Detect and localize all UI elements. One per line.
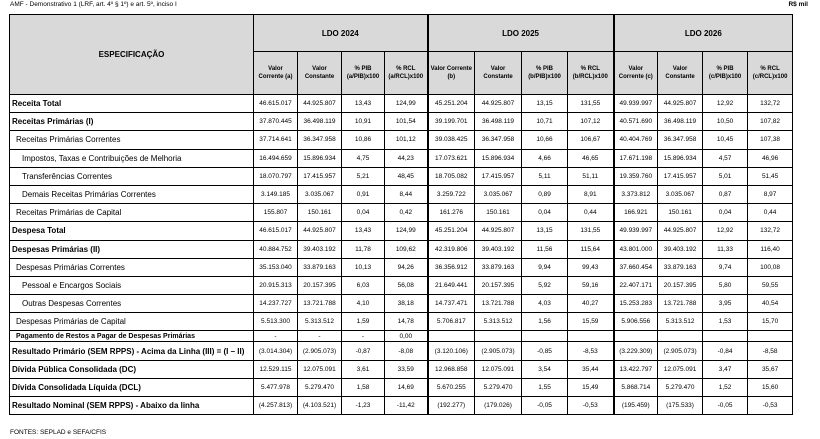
column-header: % RCL (b/RCL)x100 (568, 52, 614, 95)
table-cell (428, 331, 475, 342)
table-row (10, 204, 793, 222)
table-cell: 101,12 (385, 131, 428, 149)
table-cell: 12,92 (703, 95, 748, 113)
table-cell: 13.721.788 (475, 295, 522, 313)
table-cell: 150.161 (658, 204, 703, 222)
table-cell: 5,80 (703, 276, 748, 294)
table-cell: 17.671.198 (614, 149, 658, 167)
table-cell: 0,42 (385, 204, 428, 222)
table-cell: 10,91 (342, 113, 385, 131)
table-cell: 46.615.017 (254, 222, 298, 240)
table-cell: 36.347.958 (658, 131, 703, 149)
table-cell: 13,43 (342, 222, 385, 240)
table-cell: 1,53 (703, 313, 748, 331)
column-header: Valor Constante (658, 52, 703, 95)
table-row (10, 131, 793, 149)
table-cell: 10,50 (703, 113, 748, 131)
table-cell: 107,12 (568, 113, 614, 131)
table-cell: 18.070.797 (254, 167, 298, 185)
table-cell: 33,59 (385, 360, 428, 378)
table-cell (522, 331, 568, 342)
table-cell: 14.737.471 (428, 295, 475, 313)
table-cell: 8,91 (568, 185, 614, 203)
table-cell (614, 331, 658, 342)
table-cell: 39.403.192 (475, 240, 522, 258)
table-cell: 109,62 (385, 240, 428, 258)
table-cell: (3.229.309) (614, 342, 658, 360)
table-cell: 3,95 (703, 295, 748, 313)
row-label: Receitas Primárias Correntes (10, 131, 254, 149)
table-cell: 115,64 (568, 240, 614, 258)
column-header: Valor Constante (298, 52, 342, 95)
table-cell: 15,49 (568, 378, 614, 396)
table-cell: 15,70 (748, 313, 793, 331)
table-cell: - (298, 331, 342, 342)
table-cell: 33.879.163 (658, 258, 703, 276)
table-cell: 59,16 (568, 276, 614, 294)
table-cell: 51,45 (748, 167, 793, 185)
table-cell: (179.026) (475, 397, 522, 415)
table-row (10, 149, 793, 167)
table-cell: 45.251.204 (428, 222, 475, 240)
table-cell: 16.494.659 (254, 149, 298, 167)
table-cell: 48,45 (385, 167, 428, 185)
table-cell: 4,03 (522, 295, 568, 313)
table-cell: 15.253.283 (614, 295, 658, 313)
row-label: Receita Total (10, 95, 254, 113)
row-label: Pagamento de Restos a Pagar de Despesas Primárias (10, 331, 254, 342)
table-cell: 15.896.934 (298, 149, 342, 167)
table-cell: 46.615.017 (254, 95, 298, 113)
table-cell: 106,67 (568, 131, 614, 149)
table-cell: 51,11 (568, 167, 614, 185)
row-label: Outras Despesas Correntes (10, 295, 254, 313)
table-cell: 44.925.807 (298, 95, 342, 113)
table-cell: 22.407.171 (614, 276, 658, 294)
row-label: Resultado Nominal (SEM RPPS) - Abaixo da linha (10, 397, 254, 415)
table-cell: 20.915.313 (254, 276, 298, 294)
table-cell: -1,23 (342, 397, 385, 415)
report-title: AMF - Demonstrativo 1 (LRF, art. 4º § 1º) e art. 5º, inciso I (10, 1, 177, 8)
table-cell (475, 331, 522, 342)
table-cell: -0,05 (522, 397, 568, 415)
table-cell: (175.533) (658, 397, 703, 415)
table-cell: 150.161 (475, 204, 522, 222)
table-cell: 1,59 (342, 313, 385, 331)
table-cell: 5.313.512 (298, 313, 342, 331)
table-cell (658, 331, 703, 342)
table-cell: 15,60 (748, 378, 793, 396)
table-cell: 37.714.641 (254, 131, 298, 149)
column-header: % PIB (c/PIB)x100 (703, 52, 748, 95)
table-cell: -0,05 (703, 397, 748, 415)
table-cell: -0,53 (748, 397, 793, 415)
table-cell: 17.073.621 (428, 149, 475, 167)
table-cell: 5,01 (703, 167, 748, 185)
table-cell: 10,71 (522, 113, 568, 131)
table-cell (568, 331, 614, 342)
row-label: Receitas Primárias de Capital (10, 204, 254, 222)
table-cell: 3.035.067 (298, 185, 342, 203)
table-cell: 5.313.512 (475, 313, 522, 331)
table-cell: 45.251.204 (428, 95, 475, 113)
table-cell: 42.319.806 (428, 240, 475, 258)
table-cell: 40,54 (748, 295, 793, 313)
table-cell: - (254, 331, 298, 342)
table-cell: 10,45 (703, 131, 748, 149)
table-row (10, 240, 793, 258)
table-row (10, 378, 793, 396)
table-cell: 35,67 (748, 360, 793, 378)
table-cell: 36.498.119 (475, 113, 522, 131)
table-cell: 5,11 (522, 167, 568, 185)
row-label: Despesas Primárias de Capital (10, 313, 254, 331)
table-row (10, 222, 793, 240)
table-cell: 14.237.727 (254, 295, 298, 313)
table-row (10, 113, 793, 131)
table-row (10, 185, 793, 203)
table-cell: 155.807 (254, 204, 298, 222)
table-cell: 5.868.714 (614, 378, 658, 396)
table-cell: 44.925.807 (658, 95, 703, 113)
table-cell: -0,84 (703, 342, 748, 360)
table-cell: 12.075.091 (298, 360, 342, 378)
table-cell: (195.459) (614, 397, 658, 415)
table-cell: 37.870.445 (254, 113, 298, 131)
table-cell: 12.529.115 (254, 360, 298, 378)
table-cell: 0,89 (522, 185, 568, 203)
table-cell: 15,59 (568, 313, 614, 331)
table-cell: -11,42 (385, 397, 428, 415)
table-cell: 36.356.912 (428, 258, 475, 276)
table-row (10, 342, 793, 360)
table-cell: 11,78 (342, 240, 385, 258)
table-cell: 4,57 (703, 149, 748, 167)
table-cell: 107,38 (748, 131, 793, 149)
table-row (10, 95, 793, 113)
table-cell: (2.905.073) (298, 342, 342, 360)
table-cell: 9,94 (522, 258, 568, 276)
table-cell: 14,78 (385, 313, 428, 331)
table-cell: 5.313.512 (658, 313, 703, 331)
table-cell: 18.705.082 (428, 167, 475, 185)
table-cell: 49.939.997 (614, 222, 658, 240)
group-header-2025: LDO 2025 (428, 15, 614, 52)
table-cell: 4,75 (342, 149, 385, 167)
row-label: Resultado Primário (SEM RPPS) - Acima da Linha (III) = (I – II) (10, 342, 254, 360)
row-label: Dívida Pública Consolidada (DC) (10, 360, 254, 378)
source-note: FONTES: SEPLAD e SEFA/CFIS (10, 429, 107, 436)
table-cell: 0,91 (342, 185, 385, 203)
row-label: Dívida Consolidada Líquida (DCL) (10, 378, 254, 396)
row-label: Receitas Primárias (I) (10, 113, 254, 131)
table-cell: 3.259.722 (428, 185, 475, 203)
table-cell: 3.373.812 (614, 185, 658, 203)
table-cell: 39.038.425 (428, 131, 475, 149)
table-cell: 33.879.163 (298, 258, 342, 276)
table-cell: 6,03 (342, 276, 385, 294)
table-cell: 43.801.000 (614, 240, 658, 258)
table-cell: 0,04 (703, 204, 748, 222)
table-cell: (192.277) (428, 397, 475, 415)
table-cell: 37.660.454 (614, 258, 658, 276)
table-cell: 13.721.788 (298, 295, 342, 313)
table-cell: 38,18 (385, 295, 428, 313)
table-cell: 132,72 (748, 222, 793, 240)
table-cell: 116,40 (748, 240, 793, 258)
table-cell: 5.670.255 (428, 378, 475, 396)
table-row (10, 276, 793, 294)
table-cell: 0,04 (522, 204, 568, 222)
table-cell: 3,47 (703, 360, 748, 378)
table-cell: 13,15 (522, 222, 568, 240)
table-cell: 3.149.185 (254, 185, 298, 203)
column-header: Valor Constante (475, 52, 522, 95)
table-cell (748, 331, 793, 342)
table-cell: 56,08 (385, 276, 428, 294)
table-cell: 107,82 (748, 113, 793, 131)
table-cell: 3,54 (522, 360, 568, 378)
table-cell: 5.513.300 (254, 313, 298, 331)
table-cell: 35.153.040 (254, 258, 298, 276)
table-cell: 0,44 (748, 204, 793, 222)
table-cell: 36.498.119 (658, 113, 703, 131)
table-cell: (4.257.813) (254, 397, 298, 415)
table-cell: -0,53 (568, 397, 614, 415)
table-cell: 12.968.858 (428, 360, 475, 378)
table-cell: 5.477.978 (254, 378, 298, 396)
table-cell (703, 331, 748, 342)
table-cell: 101,54 (385, 113, 428, 131)
table-cell: 46,65 (568, 149, 614, 167)
table-cell: 46,96 (748, 149, 793, 167)
table-cell: 3.035.067 (475, 185, 522, 203)
column-header: Valor Corrente (b) (428, 52, 475, 95)
table-cell: 39.403.192 (658, 240, 703, 258)
table-cell: - (342, 331, 385, 342)
table-cell: 4,66 (522, 149, 568, 167)
table-cell: 15.896.934 (475, 149, 522, 167)
table-cell: 1,56 (522, 313, 568, 331)
table-cell: 12,92 (703, 222, 748, 240)
table-cell: 13,15 (522, 95, 568, 113)
table-cell: 124,99 (385, 95, 428, 113)
table-row (10, 397, 793, 415)
table-cell: 131,55 (568, 222, 614, 240)
table-cell: -8,53 (568, 342, 614, 360)
table-cell: 39.403.192 (298, 240, 342, 258)
table-cell: (3.120.106) (428, 342, 475, 360)
table-cell: 161.276 (428, 204, 475, 222)
group-header-2026: LDO 2026 (614, 15, 793, 52)
table-cell: 35,44 (568, 360, 614, 378)
table-row (10, 258, 793, 276)
table-cell: 21.649.441 (428, 276, 475, 294)
table-cell: 0,00 (385, 331, 428, 342)
table-cell: 11,56 (522, 240, 568, 258)
table-cell: 0,44 (568, 204, 614, 222)
table-cell: 0,87 (703, 185, 748, 203)
table-cell: 40.404.769 (614, 131, 658, 149)
table-cell: 17.415.957 (658, 167, 703, 185)
table-cell: 5,21 (342, 167, 385, 185)
table-cell: 59,55 (748, 276, 793, 294)
table-row (10, 313, 793, 331)
table-cell: 20.157.395 (475, 276, 522, 294)
row-label: Demais Receitas Primárias Correntes (10, 185, 254, 203)
table-row (10, 331, 793, 342)
table-cell: 166.921 (614, 204, 658, 222)
table-cell: 19.359.760 (614, 167, 658, 185)
table-cell: 5,92 (522, 276, 568, 294)
row-label: Impostos, Taxas e Contribuições de Melhoria (10, 149, 254, 167)
column-header: Valor Corrente (a) (254, 52, 298, 95)
row-label: Despesas Primárias Correntes (10, 258, 254, 276)
table-cell: 150.161 (298, 204, 342, 222)
table-cell: 8,44 (385, 185, 428, 203)
table-cell: 49.939.997 (614, 95, 658, 113)
table-cell: 5.706.817 (428, 313, 475, 331)
table-cell: 40,27 (568, 295, 614, 313)
table-row (10, 167, 793, 185)
row-label: Pessoal e Encargos Sociais (10, 276, 254, 294)
table-cell: 10,13 (342, 258, 385, 276)
table-cell: 44.925.807 (298, 222, 342, 240)
table-cell: 12.075.091 (658, 360, 703, 378)
table-cell: -0,85 (522, 342, 568, 360)
table-row (10, 295, 793, 313)
table-cell: (4.103.521) (298, 397, 342, 415)
table-cell: 44.925.807 (475, 95, 522, 113)
table-cell: -8,08 (385, 342, 428, 360)
column-header: % PIB (a/PIB)x100 (342, 52, 385, 95)
table-cell: 94,26 (385, 258, 428, 276)
table-cell: 1,55 (522, 378, 568, 396)
table-row (10, 360, 793, 378)
table-cell: 1,52 (703, 378, 748, 396)
row-label: Despesa Total (10, 222, 254, 240)
table-cell: 5.906.556 (614, 313, 658, 331)
table-cell: 8,97 (748, 185, 793, 203)
table-cell: 40.884.752 (254, 240, 298, 258)
table-cell: 39.199.701 (428, 113, 475, 131)
table-cell: (3.014.304) (254, 342, 298, 360)
table-cell: 0,04 (342, 204, 385, 222)
table-cell: 17.415.957 (298, 167, 342, 185)
table-cell: 44.925.807 (475, 222, 522, 240)
table-cell: 99,43 (568, 258, 614, 276)
table-cell: 17.415.957 (475, 167, 522, 185)
table-cell: 20.157.395 (658, 276, 703, 294)
table-cell: 36.347.958 (475, 131, 522, 149)
table-cell: 33.879.163 (475, 258, 522, 276)
table-cell: 5.279.470 (298, 378, 342, 396)
table-cell: (2.905.073) (658, 342, 703, 360)
table-cell: -0,87 (342, 342, 385, 360)
table-cell: 14,69 (385, 378, 428, 396)
table-cell: 44,23 (385, 149, 428, 167)
table-cell: 12.075.091 (475, 360, 522, 378)
spec-header: ESPECIFICAÇÃO (10, 15, 254, 95)
table-cell: 3,61 (342, 360, 385, 378)
table-cell: -8,58 (748, 342, 793, 360)
column-header: % RCL (c/RCL)x100 (748, 52, 793, 95)
fiscal-targets-table (9, 14, 793, 415)
table-cell: 44.925.807 (658, 222, 703, 240)
table-cell: 15.896.934 (658, 149, 703, 167)
table-cell: 13.721.788 (658, 295, 703, 313)
table-cell: 5.279.470 (475, 378, 522, 396)
currency-unit: R$ mil (788, 1, 808, 8)
table-cell: 11,33 (703, 240, 748, 258)
table-cell: 124,99 (385, 222, 428, 240)
table-cell: 13,43 (342, 95, 385, 113)
column-header: % RCL (a/RCL)x100 (385, 52, 428, 95)
table-cell: 40.571.690 (614, 113, 658, 131)
table-cell: 9,74 (703, 258, 748, 276)
table-cell: 4,10 (342, 295, 385, 313)
table-cell: 5.279.470 (658, 378, 703, 396)
table-cell: 20.157.395 (298, 276, 342, 294)
table-cell: 1,58 (342, 378, 385, 396)
table-cell: 132,72 (748, 95, 793, 113)
table-cell: 13.422.797 (614, 360, 658, 378)
row-label: Despesas Primárias (II) (10, 240, 254, 258)
table-cell: 10,66 (522, 131, 568, 149)
table-cell: 100,08 (748, 258, 793, 276)
table-cell: 36.347.958 (298, 131, 342, 149)
column-header: % PIB (b/PIB)x100 (522, 52, 568, 95)
table-cell: (2.905.073) (475, 342, 522, 360)
table-cell: 3.035.067 (658, 185, 703, 203)
table-cell: 10,86 (342, 131, 385, 149)
row-label: Transferências Correntes (10, 167, 254, 185)
table-cell: 131,55 (568, 95, 614, 113)
column-header: Valor Corrente (c) (614, 52, 658, 95)
table-cell: 36.498.119 (298, 113, 342, 131)
group-header-2024: LDO 2024 (254, 15, 428, 52)
